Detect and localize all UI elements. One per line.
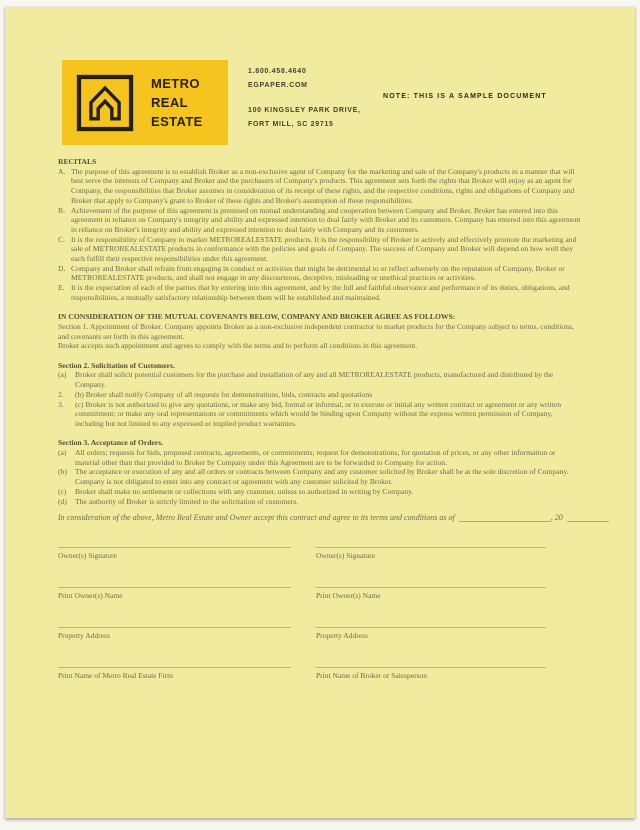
section-3-item-d [58, 497, 582, 507]
brand-line-1: METRO [151, 76, 200, 91]
item-label: (a) [58, 370, 67, 380]
section-3-item-a [58, 448, 582, 467]
recital-text: It is the expectation of each of the parties that by entering into this agreement, and by the full and faithful observance and performance of its duties, obligations, and responsibilities, a mutually satisfactory relationship between them will be established and maintained. [71, 283, 570, 302]
recital-item-c [58, 235, 582, 264]
house-m-icon [73, 71, 137, 135]
recital-text: Company and Broker shall refrain from engaging in conduct or activities that might be detrimental to or reflect adversely on the reputation of Company, Broker or METROREALESTATE products, and shall not engage in any discourteous, deceptive, misleading or unethical practices or activities. [71, 263, 565, 283]
recital-label: E. [58, 283, 65, 293]
item-text: Broker shall make no settlement or collections with any customer, unless so authorized in writing by Company. [75, 486, 414, 496]
agreement-body [58, 157, 582, 506]
contact-block [248, 65, 361, 131]
signature-label: Property Address [58, 631, 110, 640]
signature-section [58, 547, 582, 694]
section-2-item-b [58, 390, 582, 400]
item-label: (a) [58, 448, 67, 458]
signature-label: Print Owner(s) Name [58, 591, 123, 600]
recital-label: D. [58, 263, 66, 273]
item-label: (d) [58, 496, 67, 506]
broker-name-field [316, 667, 546, 694]
year-blank-field [567, 513, 609, 522]
brand-line-2: REAL [151, 95, 188, 110]
owner-signature-field-left [58, 547, 291, 574]
property-address-field-left [58, 627, 291, 654]
recitals-title: RECITALS [58, 157, 97, 166]
item-text: The authority of Broker is strictly limited to the solicitation of customers. [75, 496, 299, 506]
recital-item-d [58, 264, 582, 283]
signature-label: Owner(s) Signature [58, 551, 117, 560]
covenants-heading: IN CONSIDERATION OF THE MUTUAL COVENANTS BELOW, COMPANY AND BROKER AGREE AS FOLLOWS: [58, 312, 456, 322]
section-1 [58, 312, 582, 351]
section-3-heading: Section 3. Acceptance of Orders. [58, 438, 164, 448]
recital-text: The purpose of this agreement is to establish Broker as a non-exclusive agent of Company for the marketing and sale of the Company's products in a manner that will best serve the interests of Company and Broker and the purchasers of Company's products. This agreement sets forth the rights that Broker will enjoy as an agent for Company, the responsibilities that Broker assumes in consideration of its receipt of these rights, and the respective conditions, rights and obligations of Company and Broker that apply to Company's grant to Broker of these rights and Broker's assumption of these responsibilities. [71, 166, 575, 205]
acceptance-line [58, 513, 592, 522]
signature-label: Owner(s) Signature [316, 551, 375, 560]
property-address-field-right [316, 627, 546, 654]
signature-label: Property Address [316, 631, 368, 640]
section-2 [58, 361, 582, 429]
recital-label: C. [58, 234, 65, 244]
date-blank-field [459, 513, 551, 522]
item-text: The acceptance or execution of any and all orders or contracts between Company and any customer solicited by Broker shall be at the sole discretion of Company. Company is not obligated to enter into any contract or agreement with any customer solicited by Broker. [75, 467, 569, 487]
year-prefix: , 20 [550, 513, 563, 522]
section-3 [58, 438, 582, 506]
section-3-item-b [58, 467, 582, 486]
address-line-1: 100 KINGSLEY PARK DRIVE, [248, 107, 361, 114]
recital-item-a [58, 167, 582, 206]
item-label: 2. [58, 389, 64, 399]
print-owner-name-field-left [58, 587, 291, 614]
recital-label: B. [58, 205, 65, 215]
item-label: (c) [58, 486, 67, 496]
phone-number: 1.800.458.4640 [248, 68, 307, 75]
signature-label: Print Name of Broker or Salesperson [316, 671, 428, 680]
logo [62, 60, 228, 145]
brand-line-3: ESTATE [151, 114, 203, 129]
item-text: Broker shall solicit potential customers for the purchase and installation of any and all METROREALESTATE products, manufactured and distributed by the Company. [75, 370, 554, 390]
item-label: 3. [58, 399, 64, 409]
signature-label: Print Owner(s) Name [316, 591, 381, 600]
recital-text: It is the responsibility of Company to market METROREALESTATE products. It is the responsibility of Broker to actively and effectively promote the marketing and sale of METROREALESTATE products in conformance with the policies and goals of Company. The success of Company and Broker will depend on how well they each fulfill their respective responsibilities under this agreement. [71, 234, 577, 264]
section-2-heading: Section 2. Solicitation of Customers. [58, 360, 175, 370]
signature-label: Print Name of Metro Real Estate Firm [58, 671, 173, 680]
website: EGPAPER.COM [248, 81, 308, 89]
item-text: (b) Broker shall notify Company of all requests for demonstrations, bids, contracts and quotations [75, 389, 373, 399]
recital-label: A. [58, 166, 66, 176]
section-1-paragraph-1: Section 1. Appointment of Broker. Company appoints Broker as a non-exclusive independent contractor to market products for the Company subject to terms, conditions, and covenants set forth in this agreement. [58, 321, 574, 341]
recital-item-b [58, 206, 582, 235]
item-text: (c) Broker is not authorized to give any quotations, or make any bid, formal or informal, or to execute or initial any written contract or agreement or any written commitment; or make any oral representations or commitments which would be binding upon Company without the express written permission of Company, including but not limited to any expressed or implied product warranties. [75, 399, 562, 428]
brand-name [151, 74, 203, 131]
acceptance-text: In consideration of the above, Metro Real Estate and Owner accept this contract and agree to its terms and conditions as of [58, 513, 455, 522]
paper-sheet [5, 7, 635, 818]
firm-name-field [58, 667, 291, 694]
spacer [248, 92, 361, 104]
recital-item-e [58, 283, 582, 302]
recital-text: Achievement of the purpose of this agreement is premised on mutual understanding and cooperation between Company and Broker. Broker has entered into this agreement in reliance on Company's integrity and ability and expressed intention to deal fairly with Broker and its customers. Company has entered into this agreement in reliance on Broker's integrity and ability and expressed intention to deal fairly with Company and its customers. [71, 205, 581, 234]
item-label: (b) [58, 467, 67, 477]
item-text: All orders; requests for bids, proposed contracts, agreements, or commitments; request for demonstrations, for quotation of prices, or any other information or material other than that provided to Broker by Company under this Agreement are to be forwarded to Company for action. [75, 448, 556, 467]
section-2-item-a [58, 370, 582, 389]
print-owner-name-field-right [316, 587, 546, 614]
address-line-2: FORT MILL, SC 29715 [248, 120, 334, 128]
section-1-paragraph-2: Broker accepts such appointment and agrees to comply with the terms and to perform all conditions in this agreement. [58, 341, 418, 351]
section-2-item-c [58, 400, 582, 429]
owner-signature-field-right [316, 547, 546, 574]
section-3-item-c [58, 487, 582, 497]
sample-document-note: NOTE: THIS IS A SAMPLE DOCUMENT [383, 93, 547, 100]
